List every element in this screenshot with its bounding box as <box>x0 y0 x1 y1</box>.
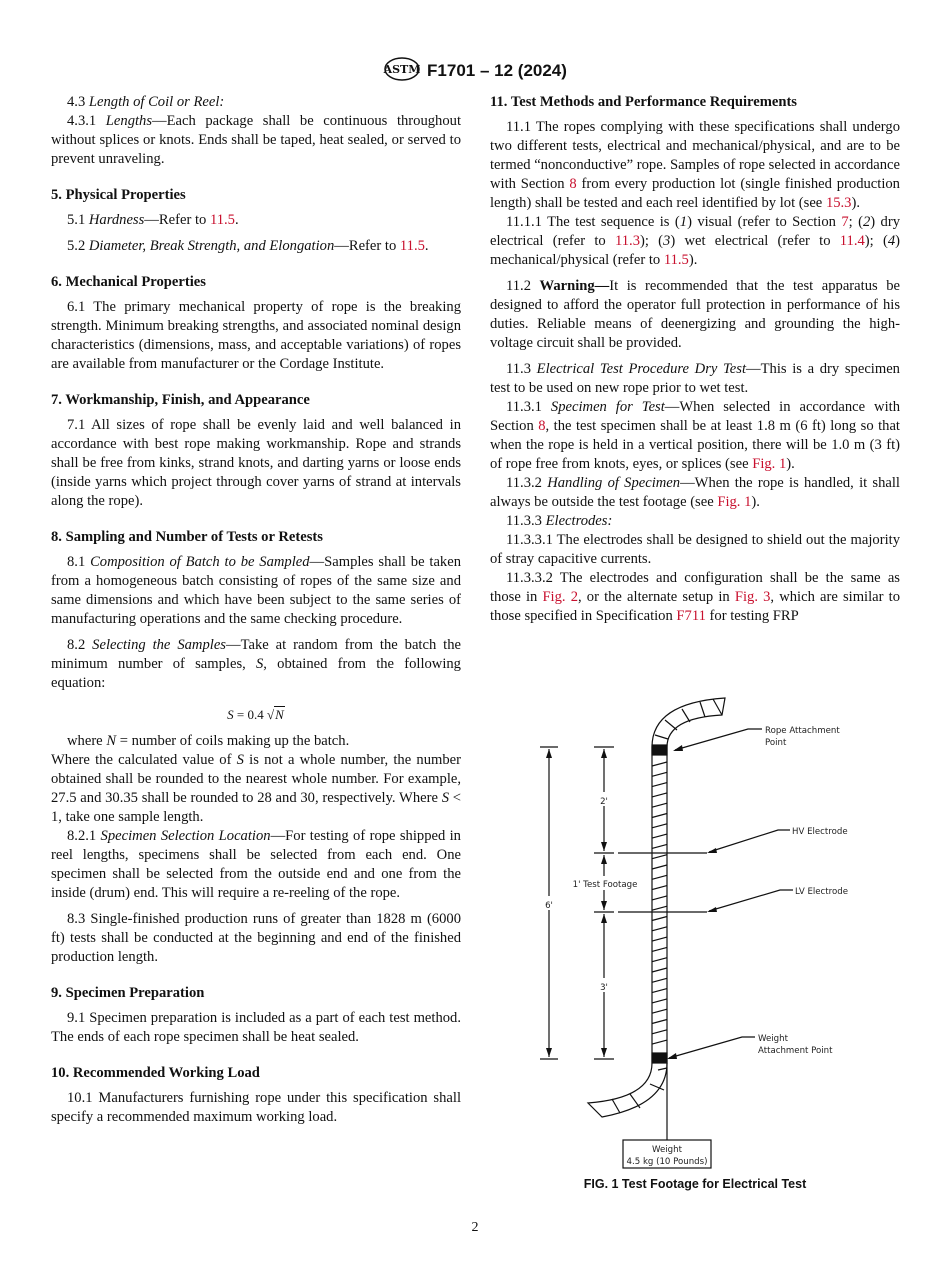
cross-reference-link[interactable]: 11.3 <box>615 233 640 249</box>
dim-3ft: 3' <box>600 983 608 993</box>
paragraph <box>490 474 900 512</box>
weight-label: Weight <box>652 1145 682 1155</box>
paragraph <box>490 360 900 398</box>
text-run: S <box>441 790 449 806</box>
cross-reference-link[interactable]: 11.4 <box>839 233 865 249</box>
text-run: ); ( <box>640 233 664 249</box>
rope-hatch <box>652 1030 667 1034</box>
text-run: ) dry electrical (refer to <box>490 214 901 249</box>
text-run: —Refer to <box>334 238 400 254</box>
cross-reference-link[interactable]: Fig. 1 <box>717 494 752 510</box>
rope-hatch <box>652 999 667 1003</box>
text-run: ; ( <box>848 214 863 230</box>
text-run: 11.3.3 <box>506 513 546 529</box>
text-run: S <box>236 752 244 768</box>
text-run: 4.3 <box>67 94 89 110</box>
text-run: ). <box>751 494 760 510</box>
section-heading: 8. Sampling and Number of Tests or Retests <box>51 529 323 545</box>
page-header <box>0 57 950 86</box>
rope-hatch <box>612 1099 620 1113</box>
rope-hatch <box>652 937 667 941</box>
rope-hatch <box>652 927 667 931</box>
text-run: , which are similar to those specified in Specification <box>490 589 900 624</box>
text-run: Electrical Test Procedure Dry Test <box>536 361 747 377</box>
paragraph <box>490 398 900 474</box>
rope-hatch <box>652 917 667 921</box>
text-run: Selecting the Samples <box>92 637 226 653</box>
eq-mid: = 0.4 <box>233 707 268 722</box>
section-heading: 7. Workmanship, Finish, and Appearance <box>51 392 310 408</box>
text-run: Handling of Specimen <box>547 475 681 491</box>
page-number: 2 <box>471 1220 479 1235</box>
text-run: Where the calculated value of <box>51 752 237 768</box>
text-run: —When the rope is handled, it shall always be outside the test footage (see <box>490 475 900 510</box>
text-run: 1 <box>679 214 688 230</box>
cross-reference-link[interactable]: 11.5 <box>663 252 689 268</box>
rope-hatch <box>658 1068 667 1070</box>
text-run: 9.1 Specimen preparation is included as a part of each test method. The ends of each rope specimen shall be heat sealed. <box>51 1010 461 1045</box>
paragraph <box>51 732 461 751</box>
paragraph <box>490 277 900 353</box>
rope-hatch <box>713 699 722 715</box>
paragraph <box>51 93 461 112</box>
dim-6ft: 6' <box>545 901 553 911</box>
text-run: 7.1 All sizes of rope shall be evenly laid and well balanced in accordance with best rope making workmanship. Rope and strands shall be free from kinks, strand knots, and darting yarns or loose ends (inside yarns which project through cover yarns of strand at intervals along the rope). <box>51 417 461 509</box>
cross-reference-link[interactable]: 8 <box>538 418 546 434</box>
cross-reference-link[interactable]: Fig. 1 <box>752 456 787 472</box>
rope-hatch <box>652 783 667 787</box>
text-run: 8.2 <box>67 637 93 653</box>
rope-hatch <box>652 1040 667 1044</box>
text-run: , obtained from the following equation: <box>51 656 461 691</box>
text-run: —This is a dry specimen test to be used on new rope prior to wet test. <box>490 361 900 396</box>
text-run: 4 <box>887 233 896 249</box>
text-run: 8.3 Single-finished production runs of greater than 1828 m (6000 ft) tests shall be conducted at the beginning and end of the finished production length. <box>51 911 461 965</box>
label-lv-electrode: LV Electrode <box>795 887 848 897</box>
eq-lhs: S <box>227 707 234 722</box>
text-run: 11.3 <box>506 361 537 377</box>
figure-1 <box>530 690 860 1185</box>
text-run: < 1, take one sample length. <box>51 790 461 825</box>
cross-reference-link[interactable]: Fig. 3 <box>734 589 771 605</box>
text-run: . <box>424 238 429 254</box>
text-run: 11.3.3.2 The electrodes and configuration shall be the same as those in <box>490 570 900 605</box>
paragraph <box>51 416 461 511</box>
text-run: where <box>67 733 107 749</box>
text-run: 11.3.2 <box>506 475 548 491</box>
paragraph <box>51 112 461 169</box>
paragraph <box>490 512 900 531</box>
text-run: 8.2.1 <box>67 828 101 844</box>
text-run: 2 <box>862 214 871 230</box>
rope-hatch <box>652 772 667 776</box>
text-run: Length of Coil or Reel: <box>88 94 225 110</box>
text-run: 11.1.1 The test sequence is ( <box>506 214 680 230</box>
rope-hatch <box>652 1020 667 1024</box>
text-run: Composition of Batch to be Sampled <box>90 554 310 570</box>
text-run: 4.3.1 <box>67 113 106 129</box>
astm-logo-icon <box>383 57 421 86</box>
rope-hatch <box>652 947 667 951</box>
text-run: ); ( <box>864 233 888 249</box>
eq-radicand: N <box>275 707 284 722</box>
paragraph <box>490 569 900 626</box>
text-run: 11.3.1 <box>506 399 551 415</box>
cross-reference-link[interactable]: 15.3 <box>825 195 852 211</box>
text-run: Hardness <box>88 212 145 228</box>
text-run: 8.1 <box>67 554 91 570</box>
svg-text:ASTM: ASTM <box>383 63 421 76</box>
rope-hatch <box>652 896 667 900</box>
paragraph <box>51 636 461 693</box>
paragraph <box>490 531 900 569</box>
weight-attachment-block <box>652 1053 667 1063</box>
label-weight-attachment: Weight <box>758 1034 788 1044</box>
rope-hatch <box>652 968 667 972</box>
dim-2ft: 2' <box>600 797 608 807</box>
rope-hatch <box>630 1094 640 1108</box>
paragraph <box>51 553 461 629</box>
rope-bottom-curve <box>588 1063 667 1117</box>
rope-attachment-block <box>652 745 667 755</box>
paragraph <box>51 1089 461 1127</box>
cross-reference-link[interactable]: 11.5 <box>399 238 425 254</box>
weight-value: 4.5 kg (10 Pounds) <box>626 1157 708 1167</box>
paragraph <box>490 118 900 213</box>
section-heading: 11. Test Methods and Performance Requirements <box>490 94 797 110</box>
rope-hatch <box>652 762 667 766</box>
text-run: It is recommended that the test apparatus be designed to afford the operator full protection in performance of his duties. Reliable means of deenergizing and grounding the high-voltage circuit shall be provided. <box>490 278 900 351</box>
text-run: 6.1 The primary mechanical property of rope is the breaking strength. Minimum breaking strengths, and associated nominal design characteristics (dimensions, mass, and acceptable variations) of ropes are available from manufacturer or the Cordage Institute. <box>51 299 461 372</box>
text-run: ) mechanical/physical (refer to <box>490 233 901 268</box>
text-run: 11.1 The ropes complying with these specifications shall undergo two different tests, electrical and mechanical/physical, and are to be termed “nonconductive” rope. Samples of rope selected in accordance with Section <box>490 119 900 192</box>
text-run: from every production lot (single finished production length) shall be tested and each reel identified by lot (see <box>490 176 900 211</box>
label-rope-attachment: Rope Attachment <box>765 726 840 736</box>
text-run: , the test specimen shall be at least 1.8 m (6 ft) long so that when the rope is held in a vertical position, there will be 1.0 m (3 ft) of rope free from knots, eyes, or splices (see <box>490 418 900 472</box>
text-run: 11.2 <box>506 278 540 294</box>
cross-reference-link[interactable]: 7 <box>841 214 849 230</box>
section-heading: 9. Specimen Preparation <box>51 985 205 1001</box>
text-run: S <box>256 656 264 672</box>
text-run: 3 <box>663 233 671 249</box>
text-run: = number of coils making up the batch. <box>116 733 350 749</box>
section-heading: 5. Physical Properties <box>51 187 186 203</box>
equation: S = 0.4 √N <box>227 707 284 722</box>
text-run: —Take at random from the batch the minimum number of samples, <box>51 637 462 672</box>
rope-hatch <box>652 978 667 982</box>
rope-hatch <box>652 855 667 859</box>
left-column <box>51 93 461 1127</box>
paragraph <box>490 213 900 270</box>
text-run: —When selected in accordance with Section <box>490 399 901 434</box>
text-run: N <box>106 733 117 749</box>
text-run: Specimen for Test <box>550 399 665 415</box>
section-heading: 6. Mechanical Properties <box>51 274 206 290</box>
rope-hatch <box>665 720 677 730</box>
text-run: Specimen Selection Location <box>100 828 271 844</box>
text-run: ) wet electrical (refer to <box>670 233 840 249</box>
rope-hatch <box>655 735 668 739</box>
text-run: Lengths <box>105 113 153 129</box>
text-run: Warning— <box>539 278 610 294</box>
paragraph <box>51 237 461 256</box>
rope-hatch <box>652 865 667 869</box>
text-run: ). <box>786 456 795 472</box>
paragraph <box>51 211 461 230</box>
paragraph <box>51 751 461 827</box>
rope-hatch <box>652 844 667 848</box>
paragraph <box>51 827 461 903</box>
text-run: ) visual (refer to Section <box>687 214 842 230</box>
dim-test-footage: 1' Test Footage <box>572 880 638 890</box>
text-run: is not a whole number, the number obtained shall be rounded to the nearest whole number. For example, 27.5 and 30.35 shall be rounded to 28 and 30, respectively. Where <box>51 752 461 806</box>
text-run: —Samples shall be taken from a homogeneous batch consisting of ropes of the same size and same dimensions and which have been subject to the same series of manufacturing operations and the same checking procedure. <box>51 554 461 627</box>
text-run: —Each package shall be continuous throughout without splices or knots. Ends shall be taped, heat sealed, or served to prevent unraveling. <box>51 113 462 167</box>
rope-hatch <box>652 803 667 807</box>
text-run: 10.1 Manufacturers furnishing rope under this specification shall specify a recommended maximum working load. <box>51 1090 461 1125</box>
text-run: 11.3.3.1 The electrodes shall be designed to shield out the majority of stray capacitive currents. <box>490 532 900 567</box>
rope-hatch <box>652 989 667 993</box>
label-rope-attachment-2: Point <box>765 738 787 748</box>
text-run: , or the alternate setup in <box>578 589 735 605</box>
rope-hatch <box>652 875 667 879</box>
figure-caption: FIG. 1 Test Footage for Electrical Test <box>583 1177 807 1191</box>
rope-hatch <box>652 834 667 838</box>
designation: F1701 – 12 (2024) <box>427 60 567 80</box>
rope-hatch <box>652 886 667 890</box>
figure-1-drawing <box>530 690 860 1180</box>
rope-hatch <box>682 709 690 722</box>
section-heading: 10. Recommended Working Load <box>51 1065 260 1081</box>
cross-reference-link[interactable]: F711 <box>676 608 706 624</box>
rope-hatch <box>652 814 667 818</box>
rope-hatch <box>652 793 667 797</box>
cross-reference-link[interactable]: 8 <box>569 176 577 192</box>
text-run: Electrodes: <box>545 513 613 529</box>
text-run: —For testing of rope shipped in reel lengths, specimens shall be selected from each end. One specimen shall be selected from the outside end and one from the inside (drum) end. This will require a re-reeling of the rope. <box>51 828 461 901</box>
paragraph <box>51 910 461 967</box>
paragraph <box>51 1009 461 1047</box>
text-run: 5.2 <box>67 238 89 254</box>
text-run: Diameter, Break Strength, and Elongation <box>88 238 335 254</box>
text-run: for testing FRP <box>705 608 799 624</box>
text-run: —Refer to <box>144 212 210 228</box>
rope-hatch <box>652 906 667 910</box>
rope-hatch <box>652 824 667 828</box>
right-column <box>490 93 900 626</box>
text-run: . <box>234 212 239 228</box>
text-run: ). <box>688 252 698 268</box>
rope-hatch <box>652 958 667 962</box>
label-weight-attachment-2: Attachment Point <box>758 1046 833 1056</box>
cross-reference-link[interactable]: Fig. 2 <box>542 589 578 605</box>
cross-reference-link[interactable]: 11.5 <box>209 212 235 228</box>
text-run: 5.1 <box>67 212 89 228</box>
rope-top-curve <box>652 698 725 747</box>
paragraph <box>51 298 461 374</box>
label-hv-electrode: HV Electrode <box>792 827 848 837</box>
text-run: ). <box>851 195 860 211</box>
rope-hatch <box>652 1009 667 1013</box>
rope-hatch <box>700 702 705 717</box>
